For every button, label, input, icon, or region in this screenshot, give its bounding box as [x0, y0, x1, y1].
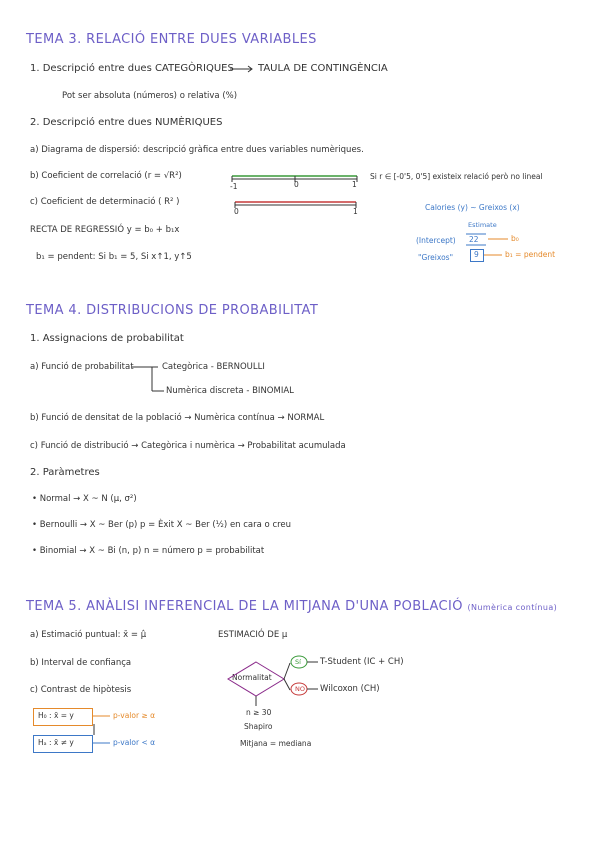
no-circle: [291, 683, 307, 695]
mean-median-label: Mitjana = mediana: [240, 739, 312, 748]
param-binomial: • Binomial → X ~ Bi (n, p) n = número p = probabilitat: [32, 546, 265, 556]
tema3-line1: 1. Descripció entre dues CATEGÒRIQUES: [30, 63, 234, 74]
tema5-item-a: a) Estimació puntual: x̄ = μ̂: [30, 630, 147, 640]
tema4-item-b: b) Funció de densitat de la població → Numèrica contínua → NORMAL: [30, 413, 325, 423]
param-bernoulli: • Bernoulli → X ~ Ber (p) p = Èxit X ~ Ber (½) en cara o creu: [32, 520, 292, 530]
shapiro-label: Shapiro: [244, 722, 273, 731]
tema5-item-c: c) Contrast de hipòtesis: [30, 685, 132, 695]
tema4-title: TEMA 4. DISTRIBUCIONS DE PROBABILITAT: [26, 303, 319, 318]
param-normal: • Normal → X ~ N (μ, σ²): [32, 494, 137, 504]
b0-label: b₀: [511, 234, 519, 243]
regression-line: RECTA DE REGRESSIÓ y = b₀ + b₁x: [30, 225, 180, 235]
tema3-line2: 2. Descripció entre dues NUMÈRIQUES: [30, 117, 223, 128]
tema3-item-a: a) Diagrama de dispersió: descripció gràfica entre dues variables numèriques.: [30, 145, 364, 155]
tema3-item-b: b) Coeficient de correlació (r = √R²): [30, 171, 182, 181]
tstudent-label: T-Student (IC + CH): [320, 657, 404, 667]
normality-label: Normalitat: [232, 673, 272, 682]
n30-label: n ≥ 30: [246, 708, 272, 717]
tema3-item-c: c) Coeficient de determinació ( R² ): [30, 197, 180, 207]
tema5-title-main: TEMA 5. ANÀLISI INFERENCIAL DE LA MITJANA D'UNA POBLACIÓ: [26, 599, 463, 614]
tema4-line2: 2. Paràmetres: [30, 467, 100, 478]
estimate-label: Estimate: [468, 221, 497, 229]
estimation-title: ESTIMACIÓ DE μ: [218, 630, 288, 640]
slope-label: b₁ = pendent: [505, 250, 556, 259]
intercept-label: (Intercept): [416, 236, 456, 245]
ha-pvalue: p-valor < α: [113, 738, 156, 747]
h0-pvalue: p-valor ≥ α: [113, 711, 156, 720]
scale-max-r: 1: [352, 180, 357, 189]
wilcoxon-label: Wilcoxon (CH): [320, 684, 380, 694]
tema3-title: TEMA 3. RELACIÓ ENTRE DUES VARIABLES: [26, 32, 317, 47]
tema4-item-a1: Categòrica - BERNOULLI: [162, 362, 265, 372]
scale-max-r2: 1: [353, 207, 358, 216]
ha-label: Hₐ : x̄ ≠ y: [38, 738, 74, 747]
normality-diamond: [228, 662, 284, 696]
tema4-line1: 1. Assignacions de probabilitat: [30, 333, 184, 344]
intercept-value: 22: [469, 235, 479, 244]
no-branch: [284, 679, 290, 690]
model-formula: Calories (y) ~ Greixos (x): [425, 203, 520, 212]
tema4-item-a2: Numèrica discreta - BINOMIAL: [166, 386, 294, 396]
tema3-line1-table: TAULA DE CONTINGÈNCIA: [258, 63, 388, 74]
tema5-item-b: b) Interval de confiança: [30, 658, 132, 668]
correlation-note: Si r ∈ [-0'5, 0'5] existeix relació però no lineal: [370, 172, 543, 181]
slope-note: b₁ = pendent: Si b₁ = 5, Si x↑1, y↑5: [36, 252, 192, 262]
greixos-label: "Greixos": [418, 253, 454, 262]
scale-mid-r: 0: [294, 180, 299, 189]
yes-circle: [291, 656, 307, 668]
h0-label: H₀ : x̄ = y: [38, 711, 74, 720]
greixos-value: 9: [474, 250, 479, 259]
scale-min-r: -1: [230, 182, 238, 191]
yes-label: Sí: [295, 658, 301, 666]
tema5-title-small: (Numèrica contínua): [467, 603, 558, 612]
scale-min-r2: 0: [234, 207, 239, 216]
tema4-item-a: a) Funció de probabilitat: [30, 362, 134, 372]
yes-branch: [284, 663, 290, 679]
tema4-item-c: c) Funció de distribució → Categòrica i numèrica → Probabilitat acumulada: [30, 441, 346, 451]
no-label: NO: [295, 685, 305, 693]
tema3-line1-note: Pot ser absoluta (números) o relativa (%): [62, 91, 238, 101]
